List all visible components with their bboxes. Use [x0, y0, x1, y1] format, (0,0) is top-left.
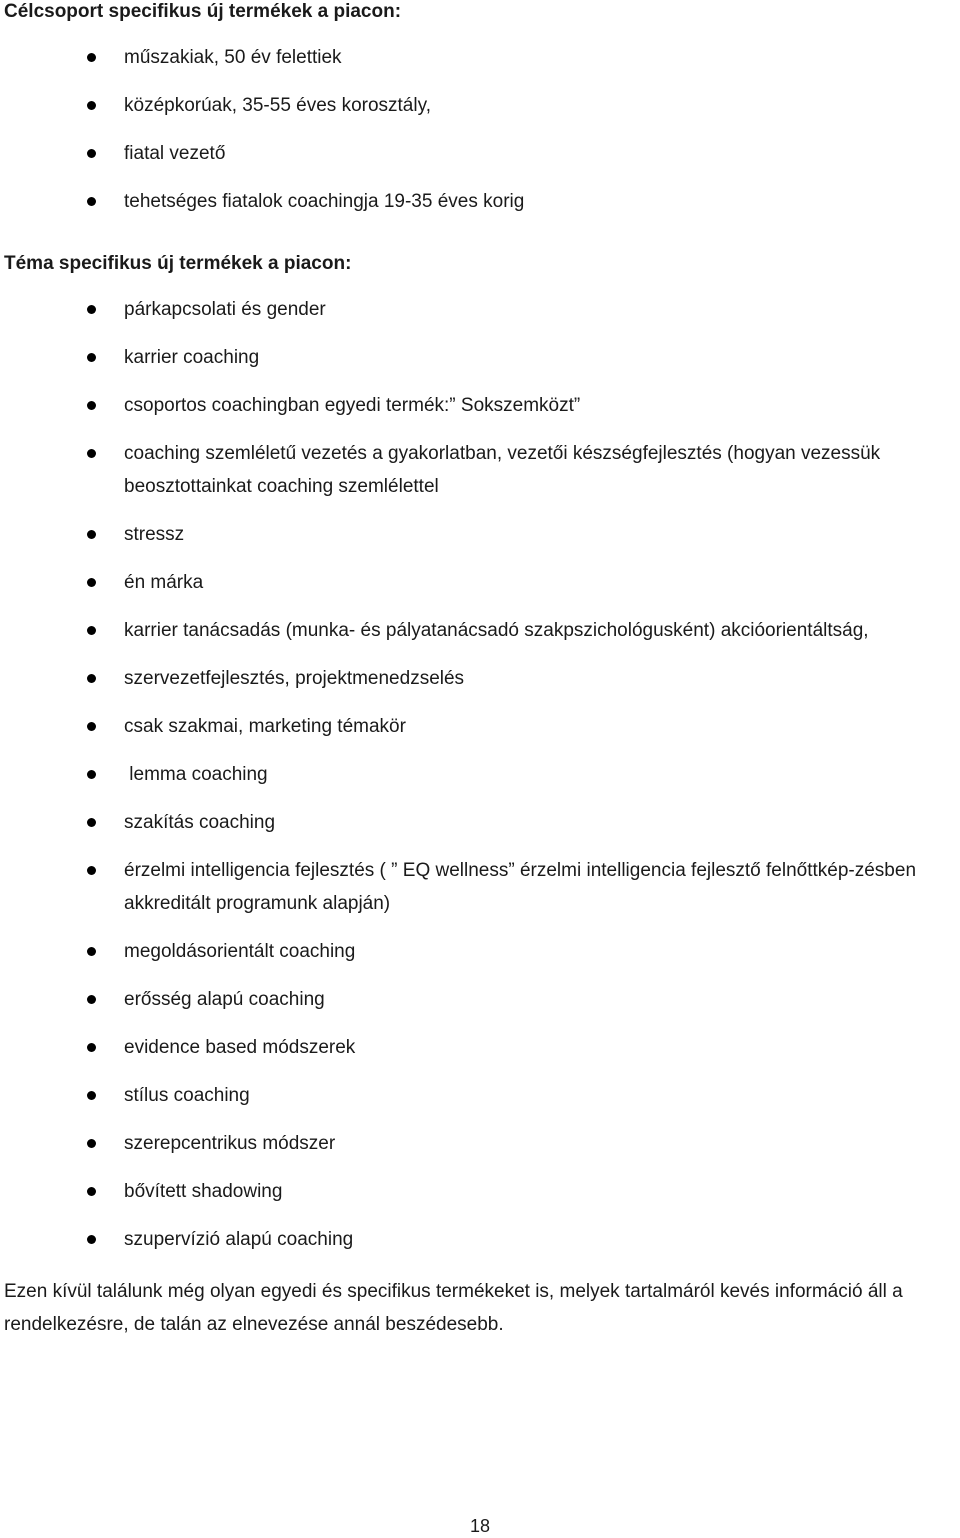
list-item: szakítás coaching	[0, 806, 960, 839]
target-group-list	[0, 41, 960, 233]
list-item: én márka	[0, 566, 960, 599]
list-item: érzelmi intelligencia fejlesztés ( ” EQ wellness” érzelmi intelligencia fejlesztő felnőttkép-zésben akkreditált programunk alapján)	[0, 854, 960, 920]
bullet-icon	[87, 1187, 96, 1196]
list-item: szerepcentrikus módszer	[0, 1127, 960, 1160]
page-number: 18	[469, 1516, 491, 1536]
list-item: középkorúak, 35-55 éves korosztály,	[0, 89, 960, 122]
bullet-icon	[87, 1139, 96, 1148]
bullet-icon	[87, 1091, 96, 1100]
bullet-icon	[87, 674, 96, 683]
bullet-icon	[87, 722, 96, 731]
bullet-icon	[87, 305, 96, 314]
list-item: tehetséges fiatalok coachingja 19-35 éves korig	[0, 185, 960, 218]
list-item: bővített shadowing	[0, 1175, 960, 1208]
list-item: karrier coaching	[0, 341, 960, 374]
list-item: erősség alapú coaching	[0, 983, 960, 1016]
bullet-icon	[87, 995, 96, 1004]
list-item: evidence based módszerek	[0, 1031, 960, 1064]
bullet-icon	[87, 53, 96, 62]
bullet-icon	[87, 149, 96, 158]
bullet-icon	[87, 1043, 96, 1052]
bullet-icon	[87, 449, 96, 458]
list-item: fiatal vezető	[0, 137, 960, 170]
bullet-icon	[87, 578, 96, 587]
list-item: szupervízió alapú coaching	[0, 1223, 960, 1256]
list-item: coaching szemléletű vezetés a gyakorlatban, vezetői készségfejlesztés (hogyan vezessük beosztottainkat coaching szemlélettel	[0, 437, 960, 503]
list-item: csak szakmai, marketing témakör	[0, 710, 960, 743]
bullet-icon	[87, 353, 96, 362]
bullet-icon	[87, 101, 96, 110]
section-heading-target-group: Célcsoport specifikus új termékek a piacon:	[4, 1, 402, 22]
list-item: párkapcsolati és gender	[0, 293, 960, 326]
bullet-icon	[87, 197, 96, 206]
bullet-icon	[87, 818, 96, 827]
bullet-icon	[87, 770, 96, 779]
section-heading-topic: Téma specifikus új termékek a piacon:	[4, 253, 352, 274]
topic-list	[0, 293, 960, 1271]
list-item: megoldásorientált coaching	[0, 935, 960, 968]
list-item: stressz	[0, 518, 960, 551]
list-item: szervezetfejlesztés, projektmenedzselés	[0, 662, 960, 695]
list-item: karrier tanácsadás (munka- és pályatanácsadó szakpszichológusként) akcióorientáltság,	[0, 614, 960, 647]
closing-paragraph: Ezen kívül találunk még olyan egyedi és specifikus termékeket is, melyek tartalmáról kevés információ áll a rendelkezésre, de talán az elnevezése annál beszédesebb.	[4, 1281, 903, 1335]
list-item: csoportos coachingban egyedi termék:” Sokszemközt”	[0, 389, 960, 422]
bullet-icon	[87, 626, 96, 635]
bullet-icon	[87, 866, 96, 875]
list-item: stílus coaching	[0, 1079, 960, 1112]
list-item: lemma coaching	[0, 758, 960, 791]
bullet-icon	[87, 401, 96, 410]
bullet-icon	[87, 530, 96, 539]
bullet-icon	[87, 1235, 96, 1244]
list-item: műszakiak, 50 év felettiek	[0, 41, 960, 74]
bullet-icon	[87, 947, 96, 956]
